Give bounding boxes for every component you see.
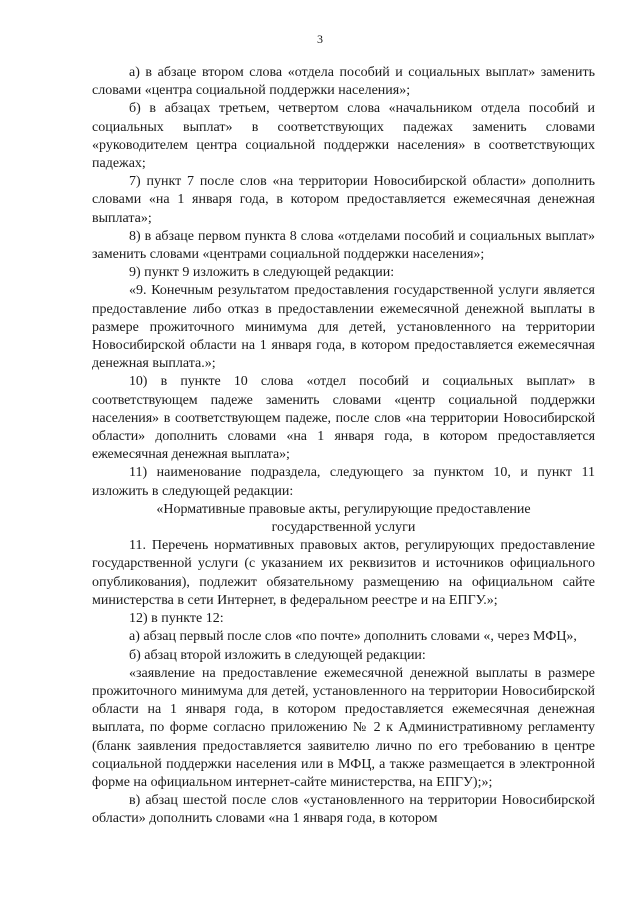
- paragraph: в) абзац шестой после слов «установленного на территории Новосибирской области» дополнить словами «на 1 января года, в котором: [92, 793, 595, 827]
- paragraph: б) в абзацах третьем, четвертом слова «начальником отдела пособий и социальных выплат» в соответствующих падежах заменить словами «руководителем центра социальной поддержки населения» в соответствующих падежах;: [92, 101, 595, 172]
- paragraph: 7) пункт 7 после слов «на территории Новосибирской области» дополнить словами «на 1 января года, в котором предоставляется ежемесячная денежная выплата»;: [92, 174, 595, 226]
- paragraph: б) абзац второй изложить в следующей редакции:: [129, 647, 426, 663]
- section-heading: «Нормативные правовые акты, регулирующие предоставление государственной услуги: [156, 501, 531, 536]
- paragraph: «9. Конечным результатом предоставления государственной услуги является предоставление либо отказ в предоставлении ежемесячной денежной выплаты в размере прожиточного минимума для детей, установленного на территории Новосибирской области на 1 января года, в котором предоставляется ежемесячная денежная выплата.»;: [92, 283, 595, 372]
- paragraph: 11. Перечень нормативных правовых актов, регулирующих предоставление государственной услуги (с указанием их реквизитов и источников официального опубликования), подлежит обязательному размещению на официальном сайте министерства в сети Интернет, в федеральном реестре и на ЕПГУ.»;: [92, 538, 595, 608]
- document-body: [92, 64, 595, 829]
- paragraph: «заявление на предоставление ежемесячной денежной выплаты в размере прожиточного минимума для детей, установленного на территории Новосибирской области на 1 января года, в котором предоставляется ежемесячная денежная выплата, по форме согласно приложению № 2 к Административному регламенту (бланк заявления предоставляется заявителю лично по его требованию в центре социальной поддержки населения или в МФЦ, а также размещается в электронной форме на официальном интернет-сайте министерства, на ЕПГУ);»;: [92, 665, 595, 790]
- page-number: 3: [317, 32, 323, 46]
- paragraph: а) в абзаце втором слова «отдела пособий и социальных выплат» заменить словами «центра социальной поддержки населения»;: [92, 65, 595, 99]
- paragraph: 10) в пункте 10 слова «отдел пособий и социальных выплат» в соответствующем падеже заменить словами «центр социальной поддержки населения» в соответствующем падеже, после слов «на территории Новосибирской области» дополнить словами «на 1 января года, в котором предоставляется ежемесячная денежная выплата»;: [92, 374, 595, 463]
- paragraph: 8) в абзаце первом пункта 8 слова «отделами пособий и социальных выплат» заменить словами «центрами социальной поддержки населения»;: [92, 228, 595, 263]
- paragraph: 11) наименование подраздела, следующего за пунктом 10, и пункт 11 изложить в следующей редакции:: [92, 465, 595, 499]
- paragraph: 12) в пункте 12:: [129, 611, 224, 627]
- paragraph: а) абзац первый после слов «по почте» дополнить словами «, через МФЦ»,: [129, 629, 577, 645]
- paragraph: 9) пункт 9 изложить в следующей редакции:: [129, 265, 395, 281]
